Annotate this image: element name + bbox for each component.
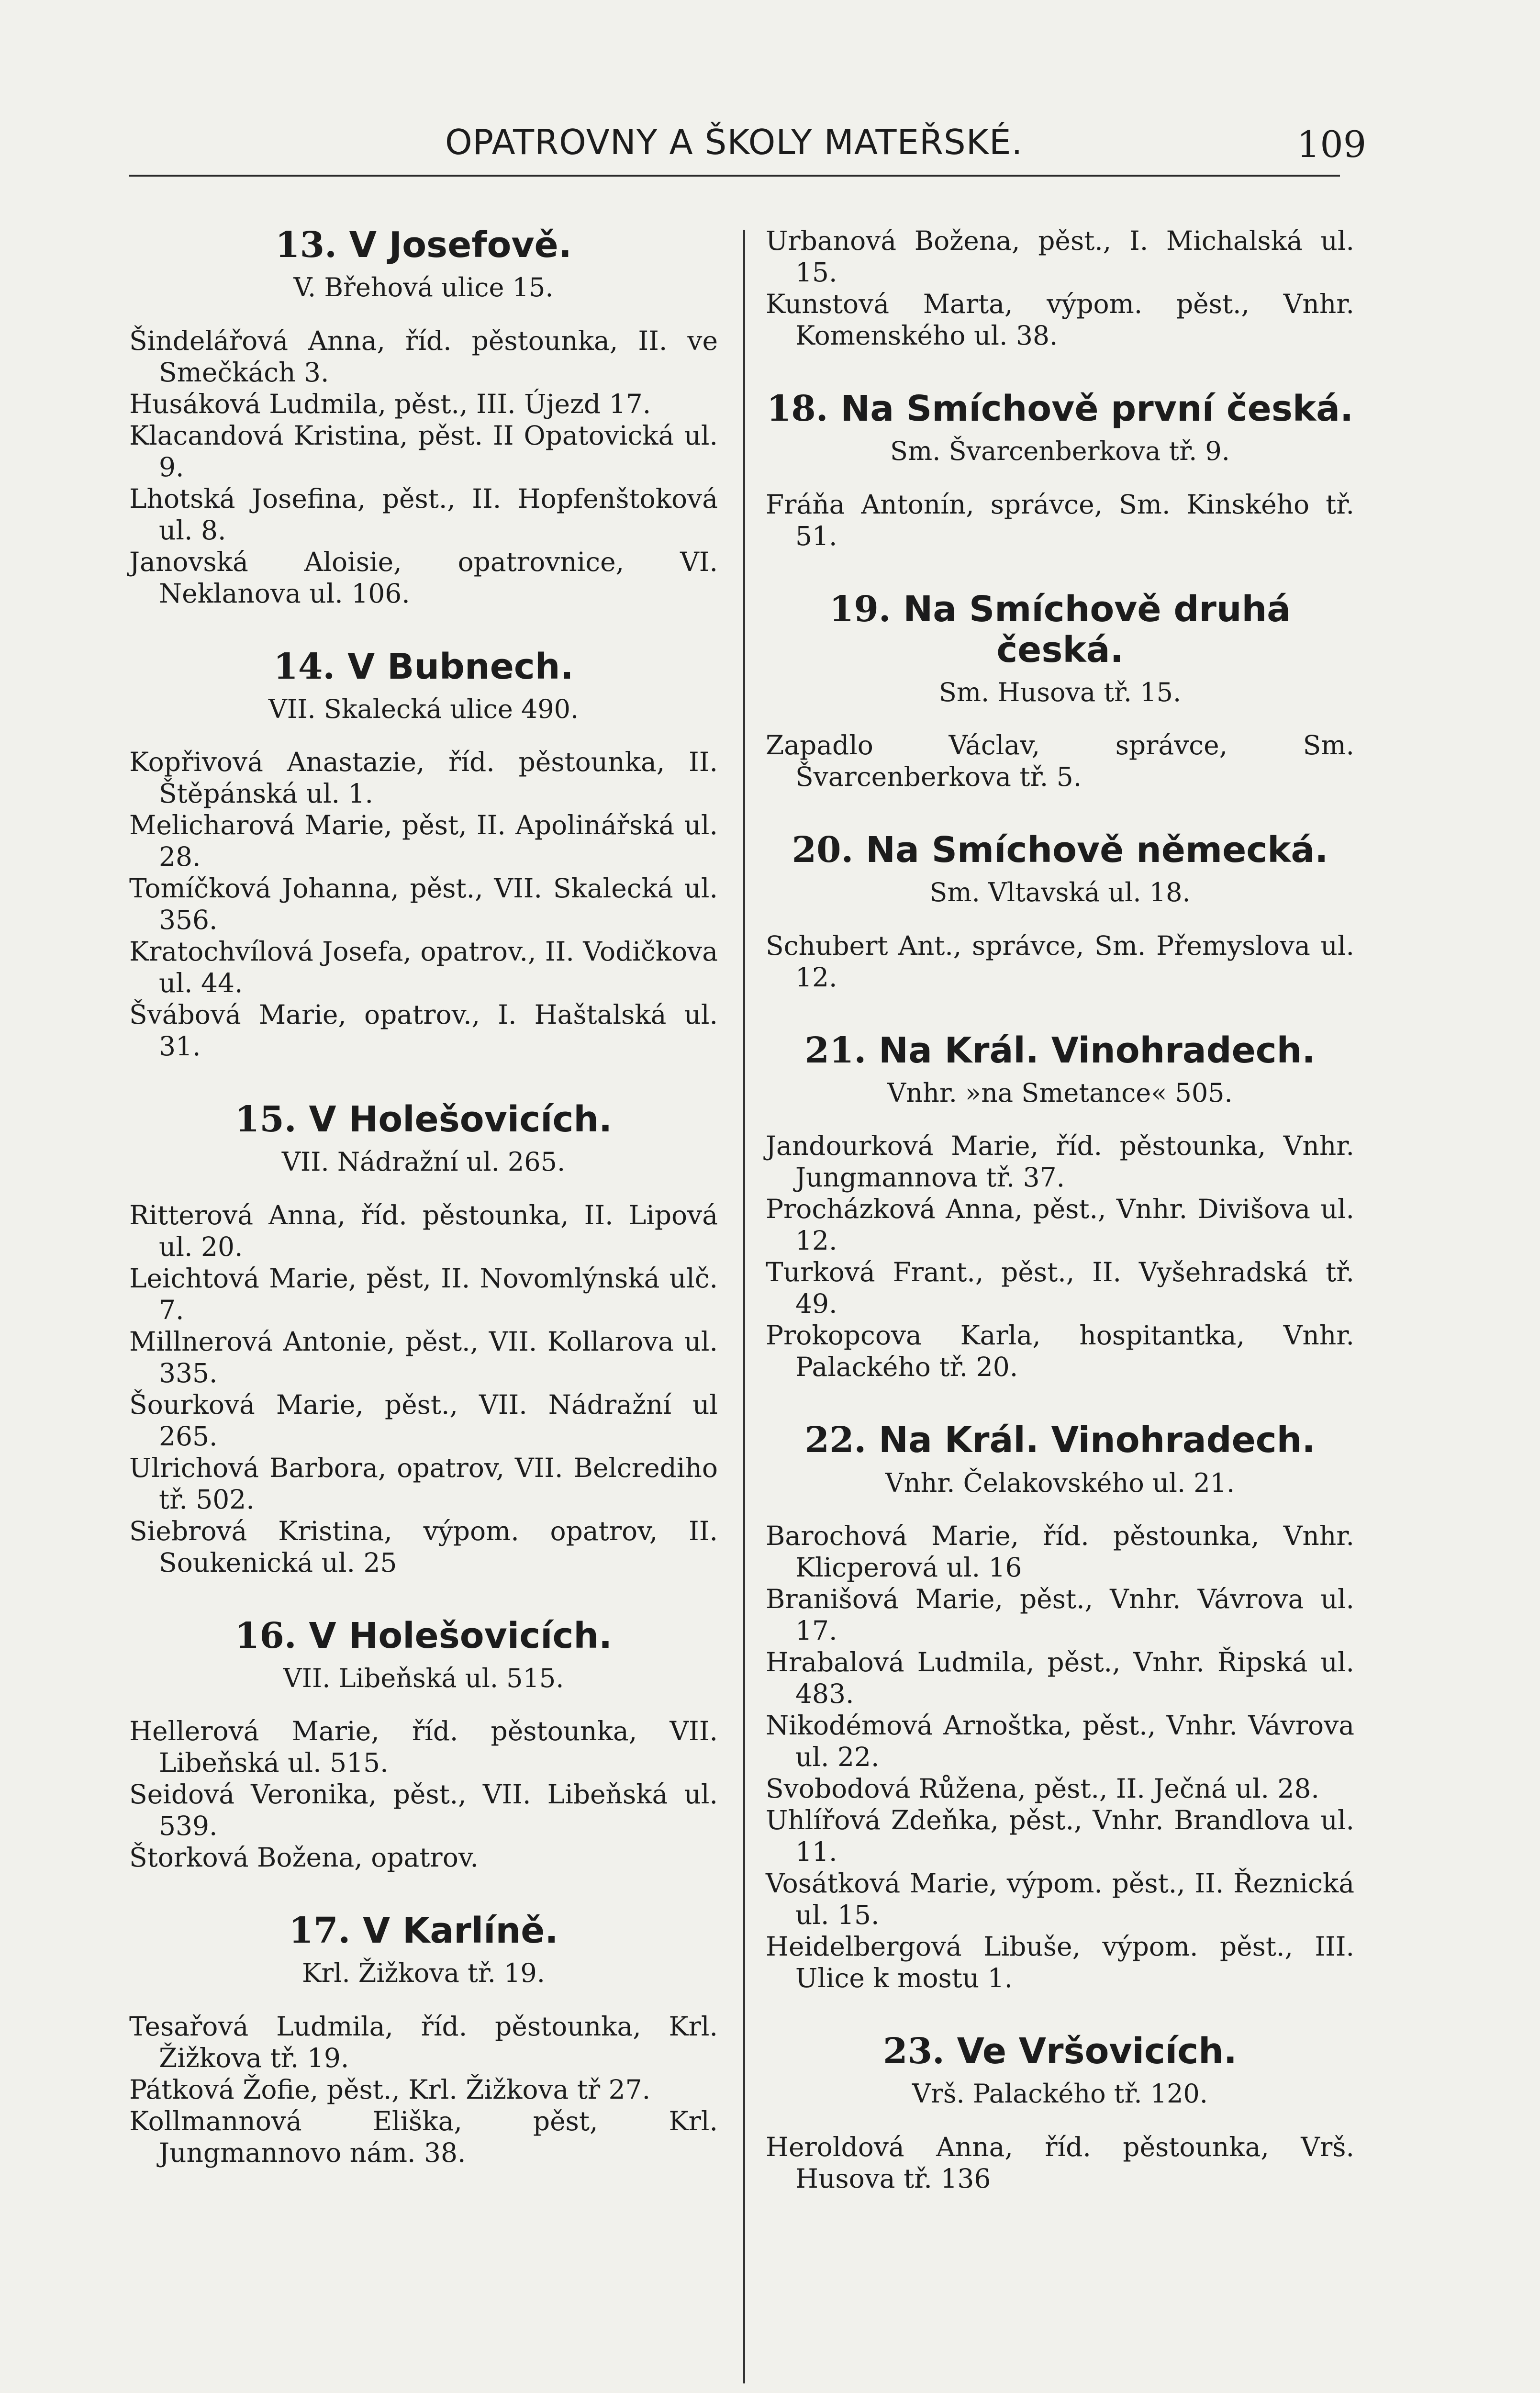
directory-entry: Tomíčková Johanna, pěst., VII. Skalecká ul. 356. bbox=[129, 873, 718, 936]
directory-section bbox=[129, 647, 718, 1062]
directory-section bbox=[766, 2031, 1354, 2194]
section-heading bbox=[129, 1616, 718, 1656]
directory-entry: Urbanová Božena, pěst., I. Michalská ul. 15. bbox=[766, 225, 1354, 288]
directory-entry: Turková Frant., pěst., II. Vyšehradská tř. 49. bbox=[766, 1257, 1354, 1320]
directory-entry: Schubert Ant., správce, Sm. Přemyslova ul. 12. bbox=[766, 930, 1354, 993]
directory-section bbox=[766, 1420, 1354, 1994]
directory-entry: Švábová Marie, opatrov., I. Haštalská ul. 31. bbox=[129, 999, 718, 1062]
section-heading bbox=[129, 1911, 718, 1951]
section-address: Vnhr. »na Smetance« 505. bbox=[887, 1077, 1233, 1108]
section-title: V Holešovicích. bbox=[309, 1099, 613, 1141]
directory-entry: Heroldová Anna, říd. pěstounka, Vrš. Husova tř. 136 bbox=[766, 2131, 1354, 2194]
right-column bbox=[766, 225, 1354, 2232]
directory-entry: Klacandová Kristina, pěst. II Opatovická ul. 9. bbox=[129, 420, 718, 482]
section-number: 22. bbox=[804, 1420, 867, 1461]
directory-entry: Šourková Marie, pěst., VII. Nádražní ul 265. bbox=[129, 1389, 718, 1452]
section-address: Sm. Švarcenberkova tř. 9. bbox=[890, 436, 1230, 467]
directory-entry: Kopřivová Anastazie, říd. pěstounka, II. Štěpánská ul. 1. bbox=[129, 747, 718, 809]
section-title: Na Král. Vinohradech. bbox=[879, 1420, 1316, 1461]
directory-entry: Millnerová Antonie, pěst., VII. Kollarova ul. 335. bbox=[129, 1326, 718, 1388]
section-address: Sm. Vltavská ul. 18. bbox=[929, 877, 1191, 908]
section-address: VII. Nádražní ul. 265. bbox=[281, 1147, 566, 1177]
directory-entry: Ulrichová Barbora, opatrov, VII. Belcrediho tř. 502. bbox=[129, 1452, 718, 1515]
directory-entry: Heidelbergová Libuše, výpom. pěst., III. Ulice k mostu 1. bbox=[766, 1931, 1354, 1994]
directory-entry: Kunstová Marta, výpom. pěst., Vnhr. Komenského ul. 38. bbox=[766, 289, 1354, 351]
section-title: V Bubnech. bbox=[347, 646, 574, 687]
section-title: V Karlíně. bbox=[362, 1910, 558, 1952]
section-heading bbox=[129, 225, 718, 266]
directory-entry: Svobodová Růžena, pěst., II. Ječná ul. 28. bbox=[766, 1773, 1319, 1804]
directory-entry: Lhotská Josefina, pěst., II. Hopfenštoková ul. 8. bbox=[129, 483, 718, 546]
page-header bbox=[0, 122, 1540, 179]
section-title: V Holešovicích. bbox=[309, 1615, 613, 1656]
section-heading bbox=[766, 1420, 1354, 1461]
left-column bbox=[129, 225, 718, 2206]
section-heading bbox=[766, 589, 1354, 671]
directory-entry: Fráňa Antonín, správce, Sm. Kinského tř. 51. bbox=[766, 489, 1354, 551]
directory-entry: Jandourková Marie, říd. pěstounka, Vnhr. Jungmannova tř. 37. bbox=[766, 1130, 1354, 1193]
section-address: Krl. Žižkova tř. 19. bbox=[302, 1958, 545, 1989]
section-number: 21. bbox=[804, 1029, 867, 1071]
section-number: 15. bbox=[234, 1099, 297, 1141]
section-title: Na Smíchově druhá česká. bbox=[903, 588, 1291, 671]
directory-entry: Kratochvílová Josefa, opatrov., II. Vodičkova ul. 44. bbox=[129, 936, 718, 999]
directory-entry: Vosátková Marie, výpom. pěst., II. Řeznická ul. 15. bbox=[766, 1868, 1354, 1931]
section-title: Na Smíchově německá. bbox=[866, 829, 1328, 871]
section-heading bbox=[766, 2031, 1354, 2072]
directory-section bbox=[766, 1030, 1354, 1383]
section-title: Na Král. Vinohradech. bbox=[879, 1029, 1316, 1071]
directory-section bbox=[766, 830, 1354, 993]
directory-entry: Pátková Žofie, pěst., Krl. Žižkova tř 27. bbox=[129, 2074, 651, 2105]
section-number: 23. bbox=[883, 2031, 945, 2072]
section-number: 18. bbox=[766, 388, 828, 429]
section-address: Vnhr. Čelakovského ul. 21. bbox=[885, 1467, 1235, 1498]
directory-entry: Leichtová Marie, pěst, II. Novomlýnská ulč. 7. bbox=[129, 1263, 718, 1325]
directory-entry: Tesařová Ludmila, říd. pěstounka, Krl. Žižkova tř. 19. bbox=[129, 2011, 718, 2073]
directory-entry: Melicharová Marie, pěst, II. Apolinářská ul. 28. bbox=[129, 810, 718, 872]
section-title: Ve Vršovicích. bbox=[957, 2031, 1237, 2072]
directory-section bbox=[766, 389, 1354, 552]
page-number: 109 bbox=[1297, 123, 1367, 166]
section-title: V Josefově. bbox=[349, 224, 572, 266]
directory-entry: Seidová Veronika, pěst., VII. Libeňská ul. 539. bbox=[129, 1779, 718, 1842]
directory-entry: Nikodémová Arnoštka, pěst., Vnhr. Vávrova ul. 22. bbox=[766, 1710, 1354, 1773]
section-number: 19. bbox=[829, 588, 891, 630]
directory-entry: Ritterová Anna, říd. pěstounka, II. Lipová ul. 20. bbox=[129, 1199, 718, 1262]
running-title: OPATROVNY A ŠKOLY MATEŘSKÉ. bbox=[445, 122, 1023, 162]
section-heading bbox=[129, 647, 718, 687]
directory-entry: Šindelářová Anna, říd. pěstounka, II. ve Smečkách 3. bbox=[129, 325, 718, 388]
directory-entry: Kollmannová Eliška, pěst, Krl. Jungmannovo nám. 38. bbox=[129, 2105, 718, 2168]
directory-entry: Prokopcova Karla, hospitantka, Vnhr. Palackého tř. 20. bbox=[766, 1320, 1354, 1383]
directory-entry: Siebrová Kristina, výpom. opatrov, II. Soukenická ul. 25 bbox=[129, 1515, 718, 1578]
section-heading bbox=[129, 1099, 718, 1140]
column-divider bbox=[743, 230, 745, 2383]
directory-entry: Branišová Marie, pěst., Vnhr. Vávrova ul. 17. bbox=[766, 1584, 1354, 1646]
section-heading bbox=[766, 830, 1354, 871]
section-number: 16. bbox=[234, 1615, 297, 1656]
directory-entry: Procházková Anna, pěst., Vnhr. Divišova ul. 12. bbox=[766, 1194, 1354, 1256]
directory-entry: Štorková Božena, opatrov. bbox=[129, 1842, 479, 1873]
directory-section bbox=[129, 1099, 718, 1578]
section-address: VII. Skalecká ulice 490. bbox=[268, 693, 579, 724]
directory-entry: Janovská Aloisie, opatrovnice, VI. Neklanova ul. 106. bbox=[129, 546, 718, 609]
directory-entry: Hrabalová Ludmila, pěst., Vnhr. Řipská ul. 483. bbox=[766, 1647, 1354, 1710]
section-number: 20. bbox=[792, 829, 854, 871]
section-number: 17. bbox=[289, 1910, 351, 1952]
section-number: 13. bbox=[275, 224, 337, 266]
section-address: VII. Libeňská ul. 515. bbox=[283, 1663, 564, 1693]
directory-section bbox=[129, 1616, 718, 1874]
directory-entry: Zapadlo Václav, správce, Sm. Švarcenberkova tř. 5. bbox=[766, 730, 1354, 793]
directory-entry: Hellerová Marie, říd. pěstounka, VII. Libeňská ul. 515. bbox=[129, 1716, 718, 1778]
section-number: 14. bbox=[273, 646, 335, 687]
header-rule bbox=[129, 175, 1340, 177]
section-heading bbox=[766, 389, 1354, 429]
directory-entry: Barochová Marie, říd. pěstounka, Vnhr. Klicperová ul. 16 bbox=[766, 1521, 1354, 1583]
section-heading bbox=[766, 1030, 1354, 1071]
section-title: Na Smíchově první česká. bbox=[840, 388, 1354, 429]
section-address: V. Břehová ulice 15. bbox=[293, 272, 554, 303]
directory-entry: Uhlířová Zdeňka, pěst., Vnhr. Brandlova ul. 11. bbox=[766, 1805, 1354, 1867]
section-address: Sm. Husova tř. 15. bbox=[938, 677, 1182, 707]
directory-section bbox=[129, 225, 718, 609]
directory-section bbox=[129, 1911, 718, 2169]
directory-section bbox=[766, 225, 1354, 351]
directory-section bbox=[766, 589, 1354, 793]
directory-entry: Husáková Ludmila, pěst., III. Újezd 17. bbox=[129, 388, 651, 419]
section-address: Vrš. Palackého tř. 120. bbox=[912, 2079, 1208, 2109]
